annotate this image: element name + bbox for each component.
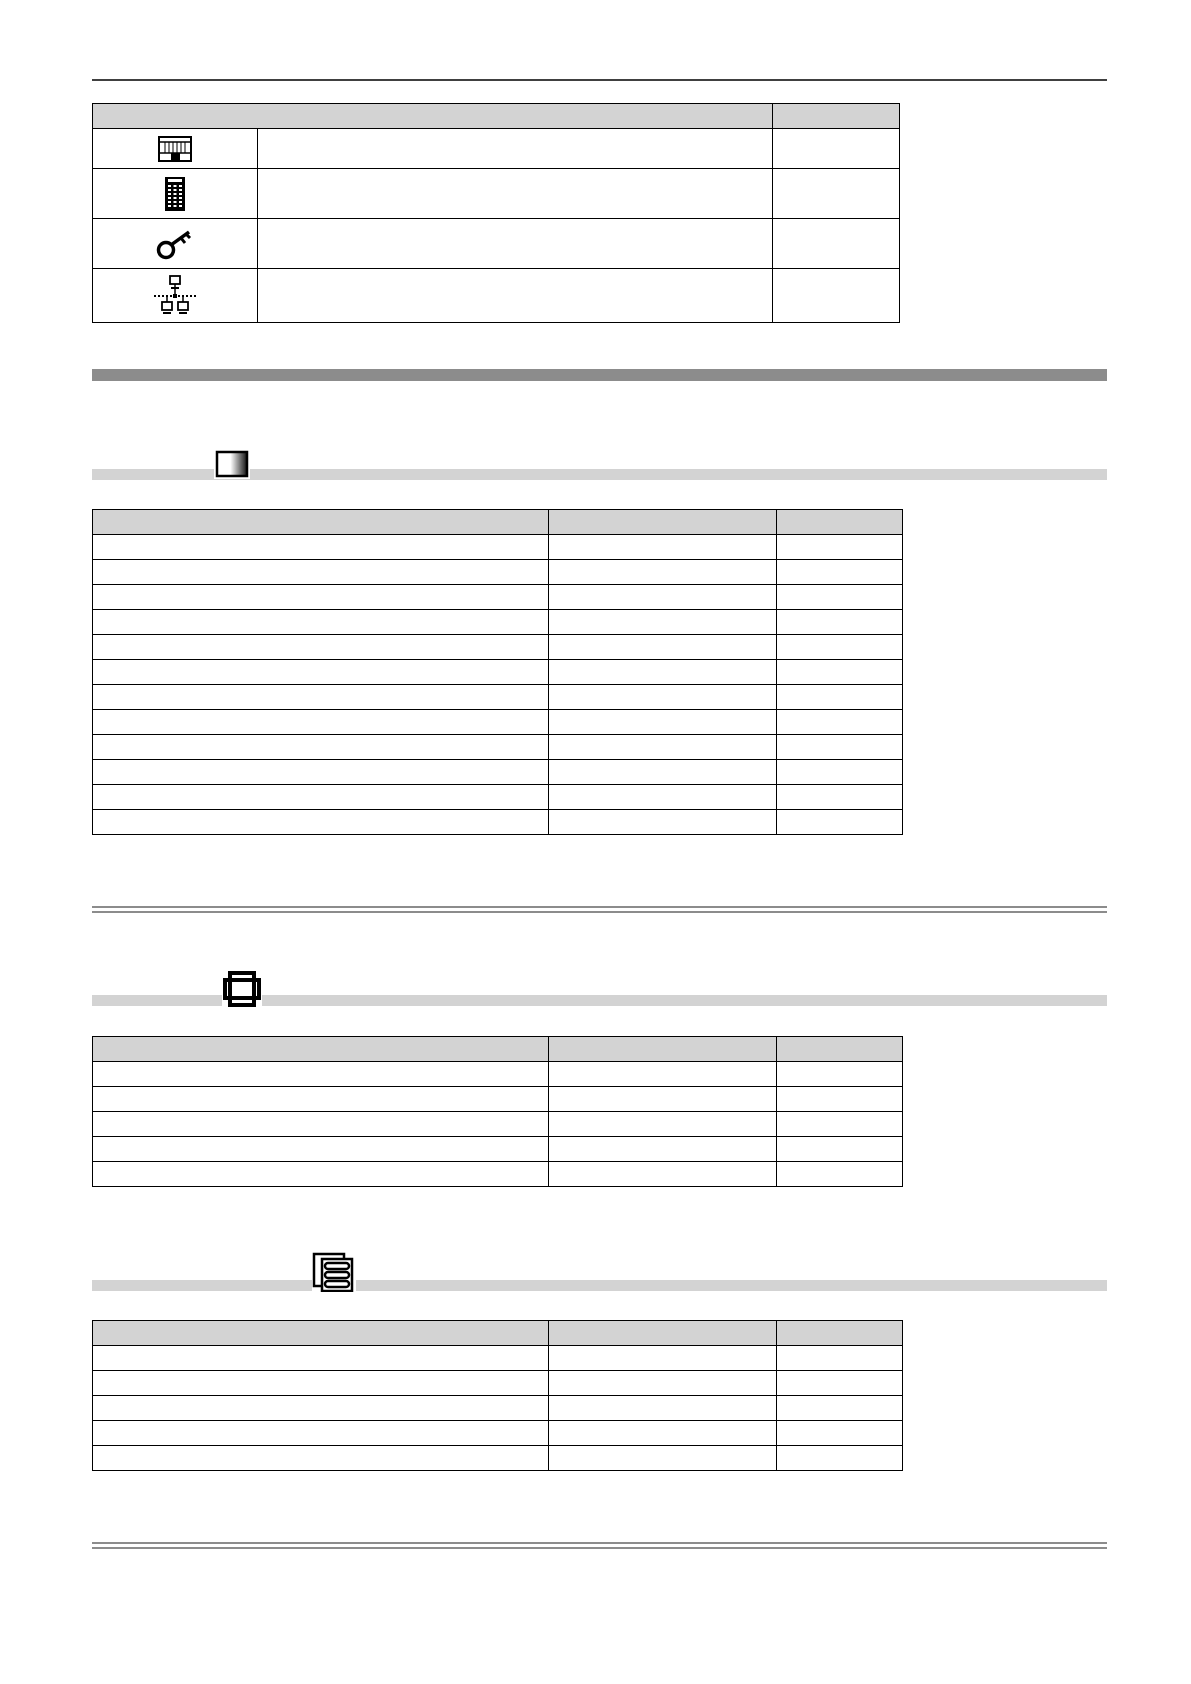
settings-table-body [93, 1321, 903, 1471]
icon-cell [93, 169, 258, 219]
table-cell [549, 535, 777, 560]
description-cell [258, 269, 773, 323]
value-cell [773, 269, 900, 323]
table-cell [93, 535, 549, 560]
table-row [93, 685, 903, 710]
gradient-square-icon [214, 449, 250, 479]
settings-table [92, 1036, 903, 1187]
table-cell [549, 1446, 777, 1471]
table-row [93, 1087, 903, 1112]
table-row [93, 810, 903, 835]
settings-table [92, 1320, 903, 1471]
grid-pattern-icon [158, 136, 192, 162]
icon-cell [93, 269, 258, 323]
table-cell [93, 560, 549, 585]
table-row [93, 1446, 903, 1471]
table-cell [777, 785, 903, 810]
section-divider [92, 369, 1107, 381]
table-cell [777, 535, 903, 560]
table-row [93, 1346, 903, 1371]
table-cell [93, 1087, 549, 1112]
table-cell [549, 585, 777, 610]
icon-table-row [93, 219, 900, 269]
table-cell [777, 735, 903, 760]
table-row [93, 1062, 903, 1087]
table-cell [549, 1162, 777, 1187]
table-row [93, 1396, 903, 1421]
table-cell [549, 1087, 777, 1112]
table-cell [777, 1087, 903, 1112]
icon-table-row [93, 269, 900, 323]
header-cell [777, 1321, 903, 1346]
table-cell [549, 1396, 777, 1421]
table-cell [93, 1137, 549, 1162]
header-cell [549, 510, 777, 535]
table-cell [93, 1371, 549, 1396]
table-cell [93, 785, 549, 810]
table-row [93, 1162, 903, 1187]
table-cell [549, 785, 777, 810]
table-cell [93, 1112, 549, 1137]
table-cell [549, 610, 777, 635]
stacked-list-icon [312, 1252, 356, 1292]
subsection-bar [92, 1280, 1107, 1291]
table-cell [549, 810, 777, 835]
table-cell [777, 685, 903, 710]
icon-cell [93, 129, 258, 169]
table-row [93, 535, 903, 560]
table-row [93, 760, 903, 785]
table-cell [93, 1446, 549, 1471]
overlap-frames-icon [222, 970, 262, 1008]
table-row [93, 560, 903, 585]
description-cell [258, 169, 773, 219]
icon-table-row [93, 169, 900, 219]
network-icon [153, 275, 197, 317]
header-cell [93, 1037, 549, 1062]
table-cell [777, 1421, 903, 1446]
table-row [93, 1421, 903, 1446]
table-header [93, 1037, 903, 1062]
value-cell [773, 219, 900, 269]
icon-table-header [93, 104, 900, 129]
table-header [93, 510, 903, 535]
value-cell [773, 169, 900, 219]
table-cell [93, 635, 549, 660]
table-cell [93, 685, 549, 710]
table-cell [549, 560, 777, 585]
table-cell [549, 1062, 777, 1087]
key-icon [156, 228, 194, 260]
table-row [93, 660, 903, 685]
table-cell [93, 610, 549, 635]
double-rule [92, 906, 1107, 913]
table-cell [549, 660, 777, 685]
table-cell [777, 635, 903, 660]
header-cell [93, 510, 549, 535]
table-row [93, 585, 903, 610]
table-row [93, 1137, 903, 1162]
table-cell [777, 560, 903, 585]
table-row [93, 785, 903, 810]
table-row [93, 610, 903, 635]
table-cell [549, 760, 777, 785]
table-cell [549, 1112, 777, 1137]
table-header [93, 1321, 903, 1346]
table-cell [549, 710, 777, 735]
table-cell [777, 1371, 903, 1396]
table-cell [549, 1371, 777, 1396]
header-cell [773, 104, 900, 129]
table-cell [777, 1446, 903, 1471]
header-cell [93, 1321, 549, 1346]
table-cell [93, 1346, 549, 1371]
table-cell [93, 810, 549, 835]
header-cell [777, 510, 903, 535]
table-cell [93, 1162, 549, 1187]
header-cell [549, 1321, 777, 1346]
table-cell [777, 660, 903, 685]
table-row [93, 710, 903, 735]
table-cell [549, 635, 777, 660]
table-cell [777, 1396, 903, 1421]
settings-table-body [93, 1037, 903, 1187]
table-cell [777, 1062, 903, 1087]
table-cell [93, 1062, 549, 1087]
table-cell [93, 735, 549, 760]
top-rule [92, 79, 1107, 81]
keypad-list-icon [164, 176, 186, 212]
header-cell [777, 1037, 903, 1062]
table-cell [777, 585, 903, 610]
header-cell [549, 1037, 777, 1062]
table-cell [549, 1346, 777, 1371]
table-cell [777, 610, 903, 635]
table-cell [777, 810, 903, 835]
table-cell [93, 1396, 549, 1421]
description-cell [258, 219, 773, 269]
value-cell [773, 129, 900, 169]
header-cell [93, 104, 773, 129]
table-row [93, 635, 903, 660]
table-cell [549, 685, 777, 710]
table-row [93, 1371, 903, 1396]
table-cell [549, 735, 777, 760]
table-row [93, 1112, 903, 1137]
table-cell [93, 660, 549, 685]
table-cell [93, 760, 549, 785]
table-cell [777, 710, 903, 735]
double-rule [92, 1542, 1107, 1549]
settings-table [92, 509, 903, 835]
icon-cell [93, 219, 258, 269]
table-cell [777, 760, 903, 785]
table-row [93, 735, 903, 760]
icon-table [92, 103, 900, 323]
table-cell [777, 1162, 903, 1187]
table-cell [93, 1421, 549, 1446]
table-cell [93, 710, 549, 735]
table-cell [777, 1112, 903, 1137]
table-cell [777, 1346, 903, 1371]
description-cell [258, 129, 773, 169]
table-cell [777, 1137, 903, 1162]
settings-table-body [93, 510, 903, 835]
icon-table-row [93, 129, 900, 169]
table-cell [93, 585, 549, 610]
table-cell [549, 1421, 777, 1446]
table-cell [549, 1137, 777, 1162]
